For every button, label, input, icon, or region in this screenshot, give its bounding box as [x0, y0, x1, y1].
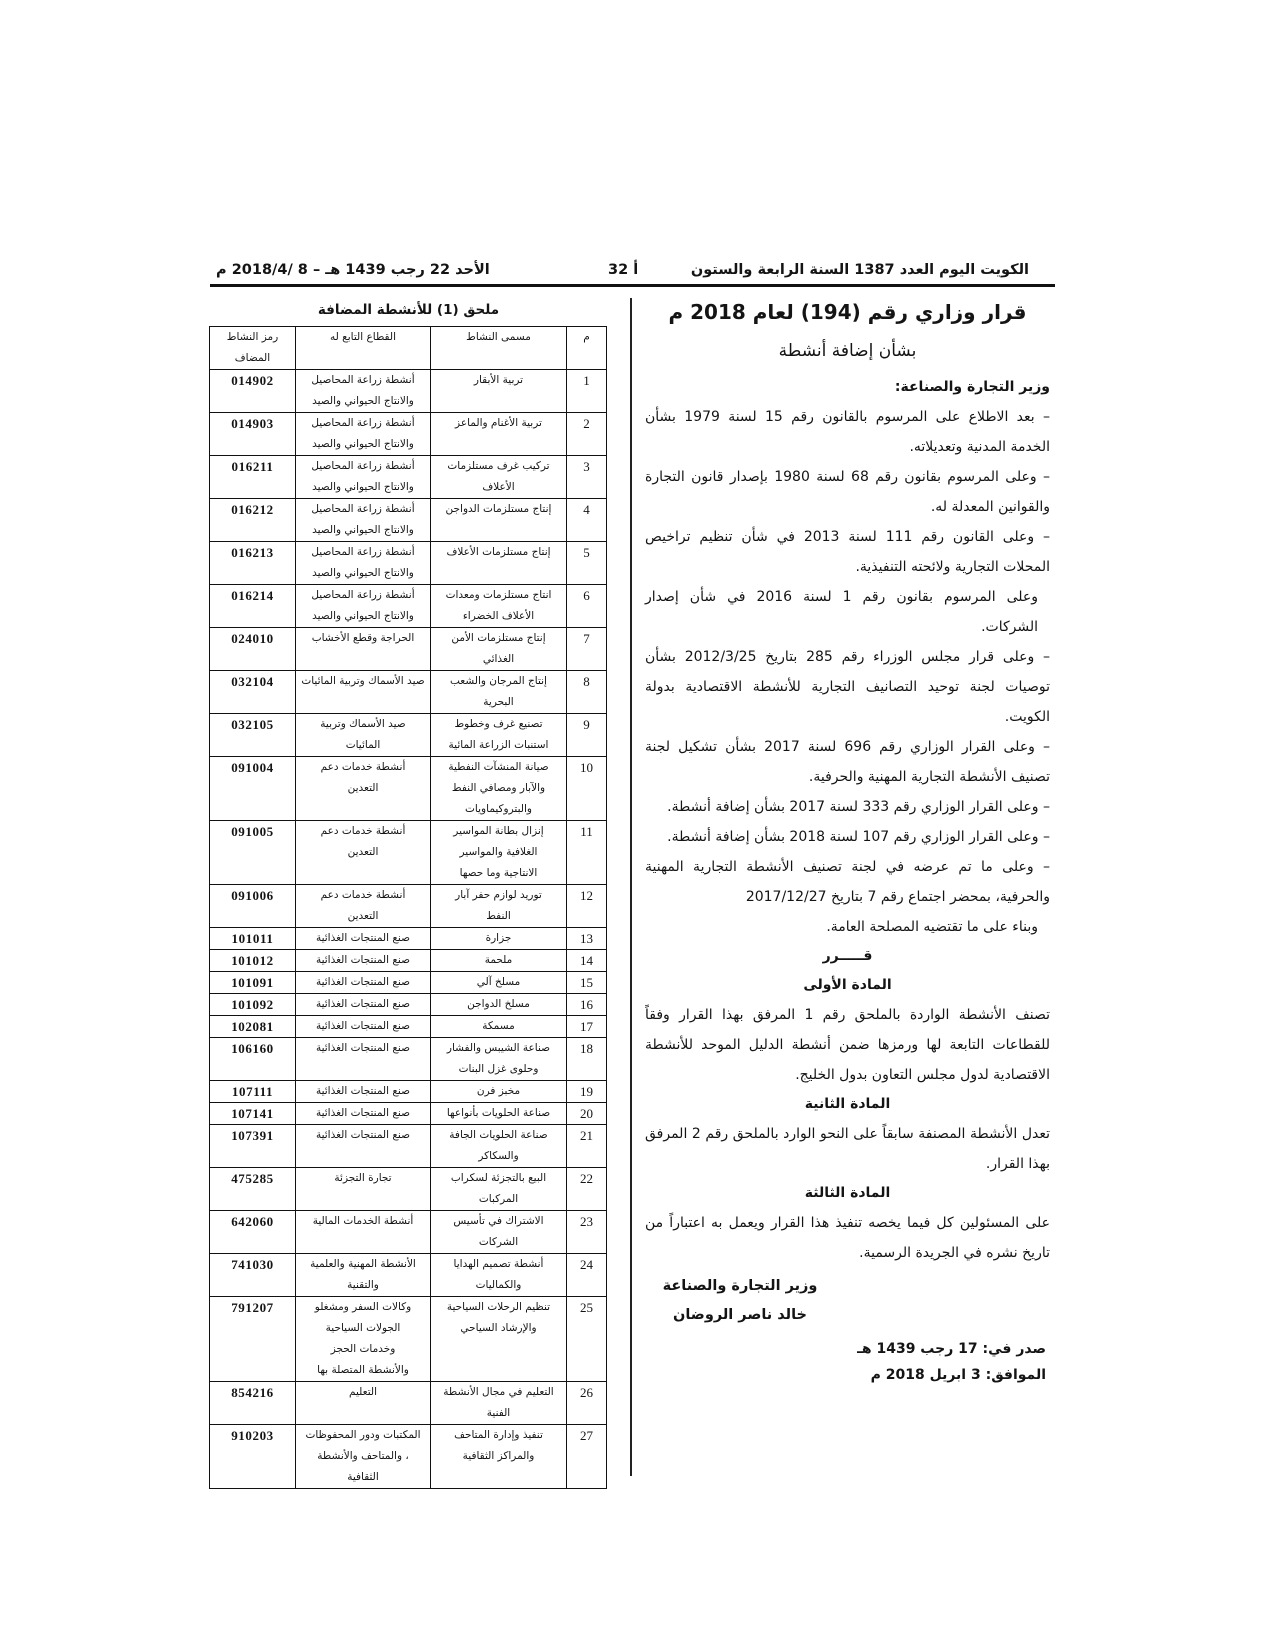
row-number-cell: 24: [567, 1254, 607, 1297]
row-number-cell: 5: [567, 542, 607, 585]
preamble-clause: وعلى المرسوم بقانون رقم 1 لسنة 2016 في شأن إصدار الشركات.: [645, 589, 1039, 635]
table-row: [210, 994, 607, 1016]
issue-date: الأحد 22 رجب 1439 هـ – 8 /2018/4 م: [216, 262, 490, 278]
activity-code-cell: 016214: [210, 585, 296, 628]
activity-name-cell: انتاج مستلزمات ومعدات الأعلاف الخضراء: [431, 585, 567, 628]
sector-name-cell: صنع المنتجات الغذائية: [296, 1038, 431, 1081]
table-row: [210, 1016, 607, 1038]
sector-name-cell: أنشطة خدمات دعم التعدين: [296, 757, 431, 821]
activity-code-cell: 101011: [210, 928, 296, 950]
row-number-cell: 23: [567, 1211, 607, 1254]
row-number-cell: 1: [567, 370, 607, 413]
activity-name-cell: أنشطة تصميم الهدايا والكماليات: [431, 1254, 567, 1297]
sector-name-cell: صنع المنتجات الغذائية: [296, 950, 431, 972]
activity-name-cell: مسلخ آلي: [431, 972, 567, 994]
sector-name-cell: صنع المنتجات الغذائية: [296, 1125, 431, 1168]
page-number: 32 أ: [608, 262, 639, 278]
table-row: [210, 542, 607, 585]
annex-table: [209, 326, 607, 1489]
row-number-cell: 16: [567, 994, 607, 1016]
column-header-sector: القطاع التابع له: [296, 327, 431, 370]
activity-code-cell: 101092: [210, 994, 296, 1016]
article-text: على المسئولين كل فيما يخصه تنفيذ هذا القرار ويعمل به اعتباراً من تاريخ نشره في الجريدة الرسمية.: [645, 1215, 1050, 1261]
table-row: [210, 1425, 607, 1489]
annex-caption: ملحق (1) للأنشطة المضافة: [317, 302, 500, 318]
preamble-clause: – وعلى المرسوم بقانون رقم 68 لسنة 1980 بإصدار قانون التجارة والقوانين المعدلة له.: [645, 469, 1051, 515]
activity-code-cell: 091005: [210, 821, 296, 885]
activity-code-cell: 101091: [210, 972, 296, 994]
issue-date-hijri: صدر في: 17 رجب 1439 هـ: [857, 1341, 1046, 1357]
activity-name-cell: تربية الأغنام والماعز: [431, 413, 567, 456]
table-header-row: [210, 327, 607, 370]
activity-code-cell: 014903: [210, 413, 296, 456]
row-number-cell: 11: [567, 821, 607, 885]
row-number-cell: 2: [567, 413, 607, 456]
article-text: تعدل الأنشطة المصنفة سابقاً على النحو الوارد بالملحق رقم 2 المرفق بهذا القرار.: [645, 1126, 1050, 1172]
column-header-code: رمز النشاط المضاف: [210, 327, 296, 370]
activity-name-cell: الاشتراك في تأسيس الشركات: [431, 1211, 567, 1254]
table-row: [210, 370, 607, 413]
row-number-cell: 7: [567, 628, 607, 671]
sector-name-cell: أنشطة خدمات دعم التعدين: [296, 885, 431, 928]
row-number-cell: 19: [567, 1081, 607, 1103]
sector-name-cell: صنع المنتجات الغذائية: [296, 1016, 431, 1038]
row-number-cell: 26: [567, 1382, 607, 1425]
activity-code-cell: 741030: [210, 1254, 296, 1297]
issuer-line: وزير التجارة والصناعة:: [894, 379, 1050, 395]
article-heading: المادة الثانية: [804, 1096, 891, 1112]
sector-name-cell: التعليم: [296, 1382, 431, 1425]
activity-name-cell: توريد لوازم حفر آبار النفط: [431, 885, 567, 928]
column-divider: [630, 298, 632, 1476]
table-row: [210, 928, 607, 950]
sector-name-cell: صيد الأسماك وتربية المائيات: [296, 671, 431, 714]
page-header: [210, 256, 1055, 287]
activity-code-cell: 475285: [210, 1168, 296, 1211]
activity-name-cell: مسمكة: [431, 1016, 567, 1038]
table-row: [210, 950, 607, 972]
table-row: [210, 1382, 607, 1425]
sector-name-cell: صنع المنتجات الغذائية: [296, 1103, 431, 1125]
column-header-activity: مسمى النشاط: [431, 327, 567, 370]
row-number-cell: 6: [567, 585, 607, 628]
activity-code-cell: 016212: [210, 499, 296, 542]
annex-column: [210, 298, 607, 1489]
activity-name-cell: البيع بالتجزئة لسكراب المركبات: [431, 1168, 567, 1211]
sector-name-cell: الحراجة وقطع الأخشاب: [296, 628, 431, 671]
activity-code-cell: 102081: [210, 1016, 296, 1038]
activity-code-cell: 016211: [210, 456, 296, 499]
row-number-cell: 14: [567, 950, 607, 972]
decision-subject: بشأن إضافة أنشطة: [778, 341, 917, 361]
activity-name-cell: إنتاج المرجان والشعب البحرية: [431, 671, 567, 714]
table-row: [210, 499, 607, 542]
table-row: [210, 1297, 607, 1382]
issue-dates: [645, 1336, 1050, 1388]
preamble-clause: – وعلى قرار مجلس الوزراء رقم 285 بتاريخ 2012/3/25 بشأن توصيات لجنة توحيد التصانيف التجارية للأنشطة الاقتصادية بدولة الكويت.: [645, 649, 1050, 725]
table-row: [210, 757, 607, 821]
activity-name-cell: صناعة الشيبس والفشار وحلوى غزل البنات: [431, 1038, 567, 1081]
table-row: [210, 671, 607, 714]
sector-name-cell: أنشطة الخدمات المالية: [296, 1211, 431, 1254]
row-number-cell: 20: [567, 1103, 607, 1125]
activity-name-cell: صناعة الحلويات بأنواعها: [431, 1103, 567, 1125]
activity-code-cell: 910203: [210, 1425, 296, 1489]
activity-code-cell: 016213: [210, 542, 296, 585]
activity-name-cell: مخبز فرن: [431, 1081, 567, 1103]
row-number-cell: 21: [567, 1125, 607, 1168]
table-row: [210, 972, 607, 994]
article-heading: المادة الأولى: [803, 977, 892, 993]
row-number-cell: 12: [567, 885, 607, 928]
activity-code-cell: 642060: [210, 1211, 296, 1254]
activity-name-cell: صيانة المنشآت النفطية والآبار ومصافي النفط والبتروكيماويات: [431, 757, 567, 821]
activity-name-cell: تصنيع غرف وخطوط استنبات الزراعة المائية: [431, 714, 567, 757]
activity-code-cell: 032104: [210, 671, 296, 714]
activity-code-cell: 091006: [210, 885, 296, 928]
activity-name-cell: تنظيم الرحلات السياحية والإرشاد السياحي: [431, 1297, 567, 1382]
article-heading: المادة الثالثة: [804, 1185, 891, 1201]
sector-name-cell: أنشطة زراعة المحاصيل والانتاج الحيواني والصيد: [296, 585, 431, 628]
row-number-cell: 25: [567, 1297, 607, 1382]
activity-name-cell: تربية الأبقار: [431, 370, 567, 413]
decision-column: [645, 296, 1050, 1388]
annex-table-body: [210, 370, 607, 1489]
preamble-clause: – وعلى القرار الوزاري رقم 107 لسنة 2018 بشأن إضافة أنشطة.: [667, 829, 1050, 845]
row-number-cell: 9: [567, 714, 607, 757]
activity-code-cell: 024010: [210, 628, 296, 671]
activity-name-cell: إنزال بطانة المواسير الغلافية والمواسير الانتاجية وما حصها: [431, 821, 567, 885]
activity-name-cell: جزارة: [431, 928, 567, 950]
row-number-cell: 18: [567, 1038, 607, 1081]
row-number-cell: 13: [567, 928, 607, 950]
table-row: [210, 1211, 607, 1254]
sector-name-cell: أنشطة زراعة المحاصيل والانتاج الحيواني والصيد: [296, 370, 431, 413]
decided-heading: قـــــرر: [822, 948, 873, 964]
table-row: [210, 1103, 607, 1125]
activity-code-cell: 091004: [210, 757, 296, 821]
sector-name-cell: أنشطة خدمات دعم التعدين: [296, 821, 431, 885]
activity-code-cell: 107111: [210, 1081, 296, 1103]
row-number-cell: 8: [567, 671, 607, 714]
row-number-cell: 15: [567, 972, 607, 994]
row-number-cell: 22: [567, 1168, 607, 1211]
activity-name-cell: التعليم في مجال الأنشطة الفنية: [431, 1382, 567, 1425]
activity-name-cell: تركيب غرف مستلزمات الأعلاف: [431, 456, 567, 499]
table-row: [210, 1038, 607, 1081]
activity-name-cell: إنتاج مستلزمات الأعلاف: [431, 542, 567, 585]
column-header-number: م: [567, 327, 607, 370]
table-row: [210, 585, 607, 628]
signatory-title: وزير التجارة والصناعة: [662, 1278, 818, 1294]
row-number-cell: 4: [567, 499, 607, 542]
sector-name-cell: المكتبات ودور المحفوظات ، والمتاحف والأنشطة الثقافية: [296, 1425, 431, 1489]
sector-name-cell: صيد الأسماك وتربية المائيات: [296, 714, 431, 757]
sector-name-cell: الأنشطة المهنية والعلمية والتقنية: [296, 1254, 431, 1297]
article-text: تصنف الأنشطة الواردة بالملحق رقم 1 المرفق بهذا القرار وفقاً للقطاعات التابعة لها ورمزها ضمن أنشطة الدليل الموحد للأنشطة الاقتصادية لدول مجلس التعاون بدول الخليج.: [645, 1007, 1050, 1083]
signatory-name: خالد ناصر الروضان: [672, 1307, 807, 1323]
activity-name-cell: ملحمة: [431, 950, 567, 972]
table-row: [210, 1254, 607, 1297]
table-row: [210, 821, 607, 885]
table-row: [210, 413, 607, 456]
sector-name-cell: تجارة التجزئة: [296, 1168, 431, 1211]
gazette-issue-label: الكويت اليوم العدد 1387 السنة الرابعة والستون: [690, 262, 1029, 278]
table-row: [210, 1168, 607, 1211]
sector-name-cell: أنشطة زراعة المحاصيل والانتاج الحيواني والصيد: [296, 542, 431, 585]
activity-name-cell: إنتاج مستلزمات الدواجن: [431, 499, 567, 542]
activity-code-cell: 032105: [210, 714, 296, 757]
signature-block: [655, 1272, 825, 1330]
table-row: [210, 628, 607, 671]
row-number-cell: 3: [567, 456, 607, 499]
table-row: [210, 714, 607, 757]
preamble-clause: – وعلى القرار الوزاري رقم 696 لسنة 2017 بشأن تشكيل لجنة تصنيف الأنشطة التجارية المهنية والحرفية.: [645, 739, 1050, 785]
activity-name-cell: صناعة الحلويات الجافة والسكاكر: [431, 1125, 567, 1168]
activity-name-cell: مسلخ الدواجن: [431, 994, 567, 1016]
sector-name-cell: أنشطة زراعة المحاصيل والانتاج الحيواني والصيد: [296, 499, 431, 542]
table-row: [210, 1125, 607, 1168]
row-number-cell: 17: [567, 1016, 607, 1038]
activity-code-cell: 107391: [210, 1125, 296, 1168]
sector-name-cell: أنشطة زراعة المحاصيل والانتاج الحيواني والصيد: [296, 456, 431, 499]
activity-code-cell: 791207: [210, 1297, 296, 1382]
activity-code-cell: 014902: [210, 370, 296, 413]
preamble-clause: – وعلى ما تم عرضه في لجنة تصنيف الأنشطة التجارية المهنية والحرفية، بمحضر اجتماع رقم 7 بتاريخ 2017/12/27: [645, 859, 1050, 905]
issue-date-gregorian: الموافق: 3 ابريل 2018 م: [870, 1367, 1046, 1383]
activity-name-cell: إنتاج مستلزمات الأمن الغذائي: [431, 628, 567, 671]
sector-name-cell: صنع المنتجات الغذائية: [296, 928, 431, 950]
activity-name-cell: تنفيذ وإدارة المتاحف والمراكز الثقافية: [431, 1425, 567, 1489]
activity-code-cell: 107141: [210, 1103, 296, 1125]
sector-name-cell: صنع المنتجات الغذائية: [296, 1081, 431, 1103]
closing-clause: وبناء على ما تقتضيه المصلحة العامة.: [826, 919, 1038, 935]
preamble-clause: – وعلى القرار الوزاري رقم 333 لسنة 2017 بشأن إضافة أنشطة.: [667, 799, 1050, 815]
table-row: [210, 885, 607, 928]
sector-name-cell: صنع المنتجات الغذائية: [296, 972, 431, 994]
table-row: [210, 456, 607, 499]
row-number-cell: 10: [567, 757, 607, 821]
decision-title: قرار وزاري رقم (194) لعام 2018 م: [668, 300, 1027, 324]
activity-code-cell: 101012: [210, 950, 296, 972]
activity-code-cell: 106160: [210, 1038, 296, 1081]
row-number-cell: 27: [567, 1425, 607, 1489]
sector-name-cell: صنع المنتجات الغذائية: [296, 994, 431, 1016]
sector-name-cell: أنشطة زراعة المحاصيل والانتاج الحيواني والصيد: [296, 413, 431, 456]
preamble-clause: – بعد الاطلاع على المرسوم بالقانون رقم 15 لسنة 1979 بشأن الخدمة المدنية وتعديلاته.: [645, 409, 1050, 455]
preamble-clause: – وعلى القانون رقم 111 لسنة 2013 في شأن تنظيم تراخيص المحلات التجارية ولائحته التنفيذية.: [645, 529, 1050, 575]
table-row: [210, 1081, 607, 1103]
activity-code-cell: 854216: [210, 1382, 296, 1425]
sector-name-cell: وكالات السفر ومشغلو الجولات السياحية وخدمات الحجز والأنشطة المتصلة بها: [296, 1297, 431, 1382]
